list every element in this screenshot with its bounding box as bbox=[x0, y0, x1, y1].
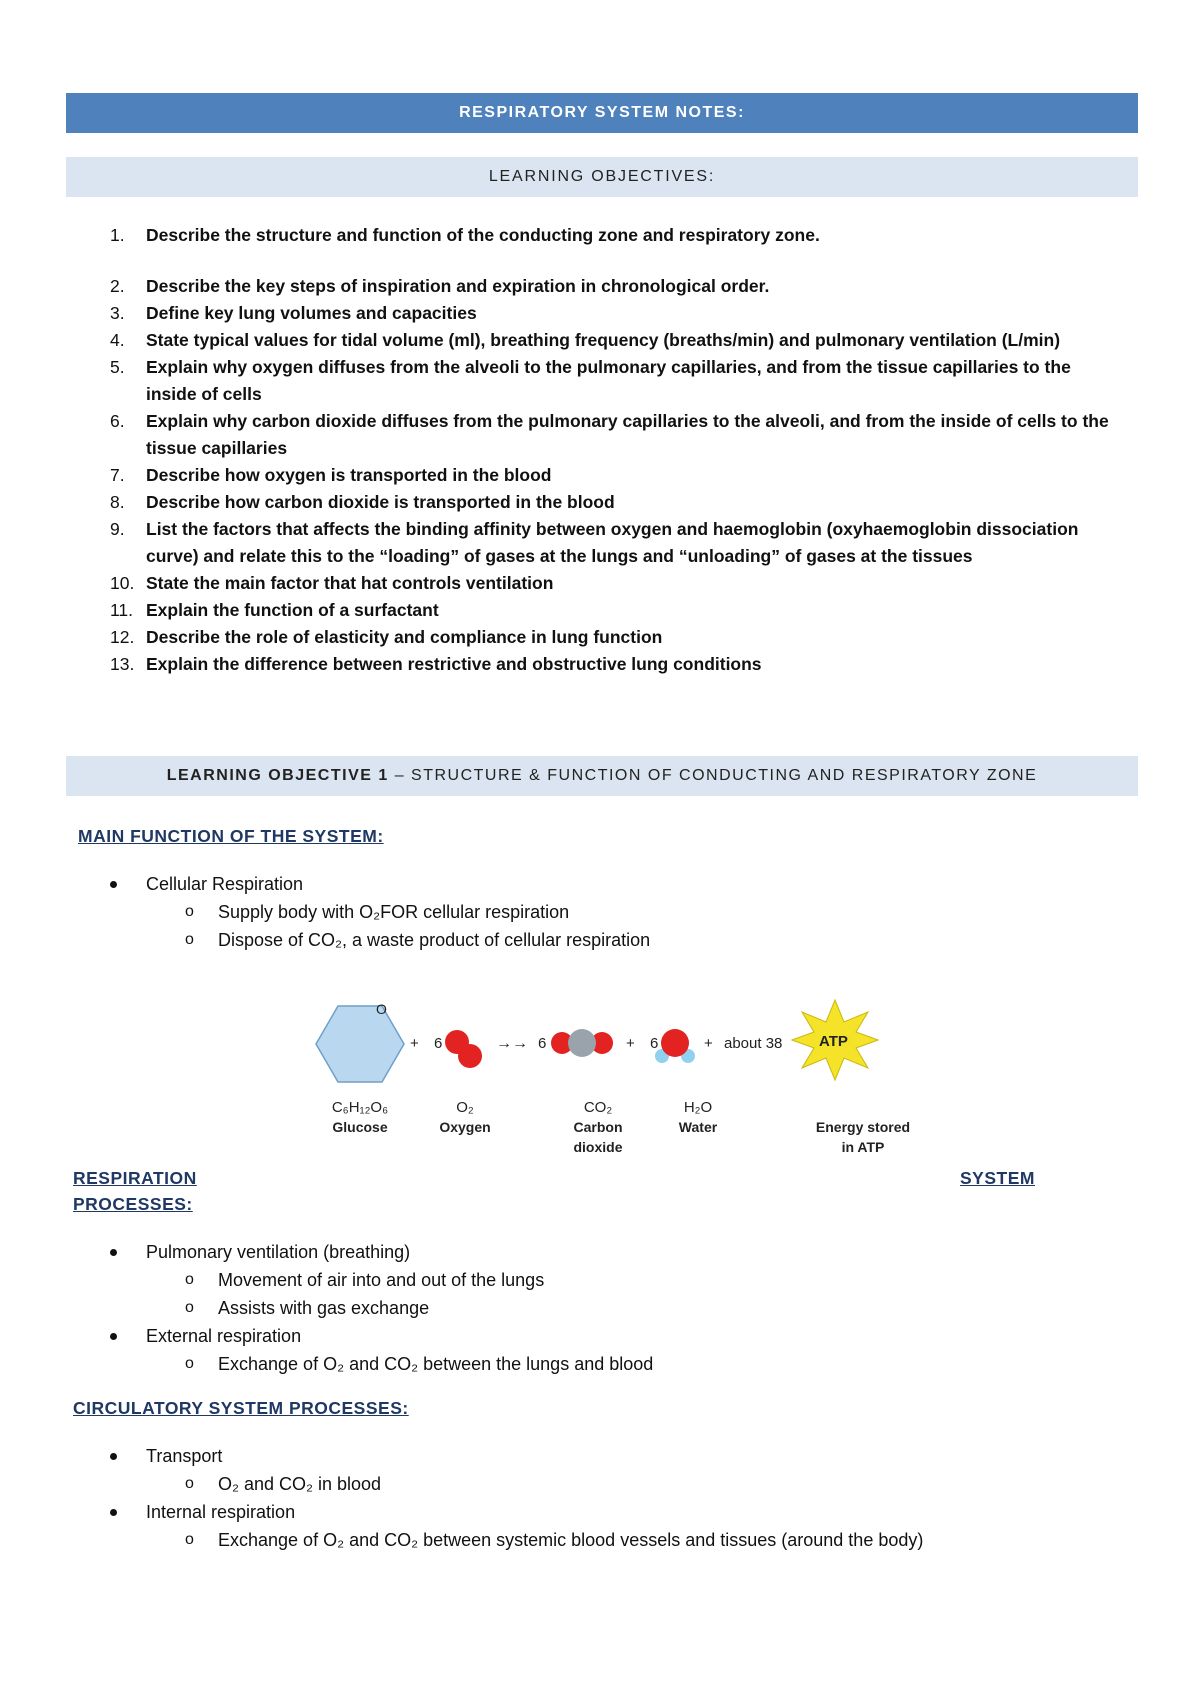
glucose-ring-oxygen-label: O bbox=[376, 1001, 387, 1017]
lo1-banner-rest: – STRUCTURE & FUNCTION OF CONDUCTING AND RESPIRATORY ZONE bbox=[388, 767, 1038, 784]
sub-bullet-marker: o bbox=[185, 1475, 194, 1492]
list-subitem-text: O₂ and CO₂ in blood bbox=[218, 1474, 382, 1494]
oxygen-atom-icon bbox=[661, 1029, 689, 1057]
objective-item bbox=[0, 570, 1120, 597]
objective-text: State typical values for tidal volume (ml), breathing frequency (breaths/min) and pulmonary ventilation (L/min) bbox=[146, 330, 1061, 350]
objective-text: Describe how carbon dioxide is transported in the blood bbox=[146, 492, 615, 512]
objective-number: 7. bbox=[110, 465, 125, 485]
sub-bullet-marker: o bbox=[185, 1531, 194, 1548]
respiration-heading-right: SYSTEM bbox=[960, 1168, 1035, 1188]
objective-item bbox=[0, 516, 1120, 570]
list-item bbox=[0, 870, 1100, 898]
sub-bullet-marker: o bbox=[185, 1271, 194, 1288]
objective-number: 13. bbox=[110, 654, 135, 674]
objective-item bbox=[0, 597, 1120, 624]
list-item-text: Cellular Respiration bbox=[146, 874, 304, 894]
carbon-atom-icon bbox=[568, 1029, 596, 1057]
list-subitem-text: Supply body with O₂FOR cellular respiration bbox=[218, 902, 570, 922]
plus-sign: + bbox=[626, 1035, 635, 1052]
list-item bbox=[0, 1238, 1100, 1266]
objective-number: 12. bbox=[110, 627, 135, 647]
objective-item bbox=[0, 354, 1120, 408]
objective-number: 11. bbox=[110, 600, 134, 620]
objective-text: Describe the structure and function of the conducting zone and respiratory zone. bbox=[146, 225, 820, 245]
respiration-list bbox=[0, 1238, 1100, 1378]
list-subitem bbox=[0, 1526, 1100, 1554]
atp-energy-label-line1: Energy stored bbox=[815, 1119, 911, 1135]
objective-item bbox=[0, 489, 1120, 516]
list-subitem bbox=[0, 1350, 1100, 1378]
objective-number: 3. bbox=[110, 303, 125, 323]
oxygen-formula: O₂ bbox=[456, 1099, 474, 1116]
learning-objective-1-banner bbox=[66, 756, 1138, 796]
objective-text: Explain why carbon dioxide diffuses from the pulmonary capillaries to the alveoli, and from the inside of cells to the tissue capillaries bbox=[146, 411, 1109, 458]
bullet-dot bbox=[110, 1333, 117, 1340]
cellular-respiration-equation-diagram bbox=[300, 990, 920, 1160]
glucose-formula: C₆H₁₂O₆ bbox=[331, 1099, 389, 1116]
bullet-dot bbox=[110, 1249, 117, 1256]
objective-item bbox=[0, 651, 1120, 678]
sub-bullet-marker: o bbox=[185, 1355, 194, 1372]
objective-item bbox=[0, 300, 1120, 327]
bullet-dot bbox=[110, 881, 117, 888]
list-subitem-text: Movement of air into and out of the lungs bbox=[218, 1270, 545, 1290]
objective-item bbox=[0, 624, 1120, 651]
list-subitem-text: Assists with gas exchange bbox=[218, 1298, 430, 1318]
list-subitem bbox=[0, 1266, 1100, 1294]
respiration-heading-left: RESPIRATION bbox=[73, 1168, 197, 1188]
list-item-text: External respiration bbox=[146, 1326, 302, 1346]
co2-coefficient: 6 bbox=[538, 1035, 547, 1052]
main-function-heading: MAIN FUNCTION OF THE SYSTEM: bbox=[78, 826, 384, 846]
water-formula: H₂O bbox=[683, 1099, 713, 1116]
plus-sign: + bbox=[704, 1035, 713, 1052]
list-subitem bbox=[0, 1470, 1100, 1498]
co2-label-line1: Carbon bbox=[573, 1119, 623, 1135]
list-item-text: Internal respiration bbox=[146, 1502, 296, 1522]
objective-number: 1. bbox=[110, 225, 125, 245]
bullet-dot bbox=[110, 1453, 117, 1460]
objective-item bbox=[0, 222, 1120, 249]
objective-item bbox=[0, 408, 1120, 462]
sub-bullet-marker: o bbox=[185, 1299, 194, 1316]
water-coefficient: 6 bbox=[650, 1035, 659, 1052]
objective-text: State the main factor that hat controls ventilation bbox=[146, 573, 554, 593]
oxygen-coefficient: 6 bbox=[434, 1035, 443, 1052]
circulatory-heading: CIRCULATORY SYSTEM PROCESSES: bbox=[73, 1398, 409, 1418]
objective-text: Describe the role of elasticity and compliance in lung function bbox=[146, 627, 663, 647]
glucose-label: Glucose bbox=[332, 1119, 388, 1135]
list-item bbox=[0, 1442, 1100, 1470]
oxygen-label: Oxygen bbox=[439, 1119, 491, 1135]
list-subitem-text: Dispose of CO₂, a waste product of cellular respiration bbox=[218, 930, 651, 950]
list-item bbox=[0, 1322, 1100, 1350]
objective-item bbox=[0, 327, 1120, 354]
circulatory-list bbox=[0, 1442, 1100, 1554]
atp-yield-label: about 38 bbox=[724, 1035, 783, 1052]
objective-number: 6. bbox=[110, 411, 125, 431]
objective-number: 9. bbox=[110, 519, 125, 539]
objective-text: Define key lung volumes and capacities bbox=[146, 303, 477, 323]
objective-text: List the factors that affects the binding affinity between oxygen and haemoglobin (oxyhaemoglobin dissociation curve) and relate this to the “loading” of gases at the lungs and “unloading” of gases at the tissues bbox=[146, 519, 1079, 566]
objective-number: 5. bbox=[110, 357, 125, 377]
list-subitem bbox=[0, 898, 1100, 926]
list-subitem bbox=[0, 1294, 1100, 1322]
list-item bbox=[0, 1498, 1100, 1526]
glucose-hexagon-icon bbox=[316, 1006, 404, 1082]
objective-number: 10. bbox=[110, 573, 135, 593]
plus-sign: + bbox=[410, 1035, 419, 1052]
learning-objectives-list bbox=[0, 222, 1120, 678]
co2-label-line2: dioxide bbox=[573, 1139, 623, 1155]
objective-text: Explain the function of a surfactant bbox=[146, 600, 439, 620]
lo1-banner-bold: LEARNING OBJECTIVE 1 bbox=[166, 767, 389, 784]
list-subitem-text: Exchange of O₂ and CO₂ between the lungs and blood bbox=[218, 1354, 654, 1374]
main-function-list bbox=[0, 870, 1100, 954]
objectives-heading-banner: LEARNING OBJECTIVES: bbox=[66, 157, 1138, 197]
reaction-arrow: →→ bbox=[496, 1035, 528, 1052]
objective-text: Explain why oxygen diffuses from the alveoli to the pulmonary capillaries, and from the tissue capillaries to the inside of cells bbox=[146, 357, 1071, 404]
oxygen-atom-icon bbox=[458, 1044, 482, 1068]
objective-item bbox=[0, 462, 1120, 489]
objective-text: Explain the difference between restrictive and obstructive lung conditions bbox=[146, 654, 762, 674]
objective-number: 8. bbox=[110, 492, 125, 512]
document-title-banner: RESPIRATORY SYSTEM NOTES: bbox=[66, 93, 1138, 133]
objective-item bbox=[0, 273, 1120, 300]
atp-energy-label-line2: in ATP bbox=[841, 1139, 885, 1155]
atp-label: ATP bbox=[819, 1033, 848, 1050]
sub-bullet-marker: o bbox=[185, 931, 194, 948]
bullet-dot bbox=[110, 1509, 117, 1516]
list-subitem bbox=[0, 926, 1100, 954]
objective-number: 4. bbox=[110, 330, 125, 350]
list-subitem-text: Exchange of O₂ and CO₂ between systemic blood vessels and tissues (around the body) bbox=[218, 1530, 924, 1550]
respiration-heading-line2: PROCESSES: bbox=[73, 1194, 193, 1214]
co2-formula: CO₂ bbox=[583, 1099, 613, 1116]
list-item-text: Transport bbox=[146, 1446, 223, 1466]
list-item-text: Pulmonary ventilation (breathing) bbox=[146, 1242, 411, 1262]
objective-number: 2. bbox=[110, 276, 125, 296]
objective-text: Describe the key steps of inspiration and expiration in chronological order. bbox=[146, 276, 770, 296]
objective-text: Describe how oxygen is transported in the blood bbox=[146, 465, 552, 485]
water-label: Water bbox=[678, 1119, 718, 1135]
sub-bullet-marker: o bbox=[185, 903, 194, 920]
